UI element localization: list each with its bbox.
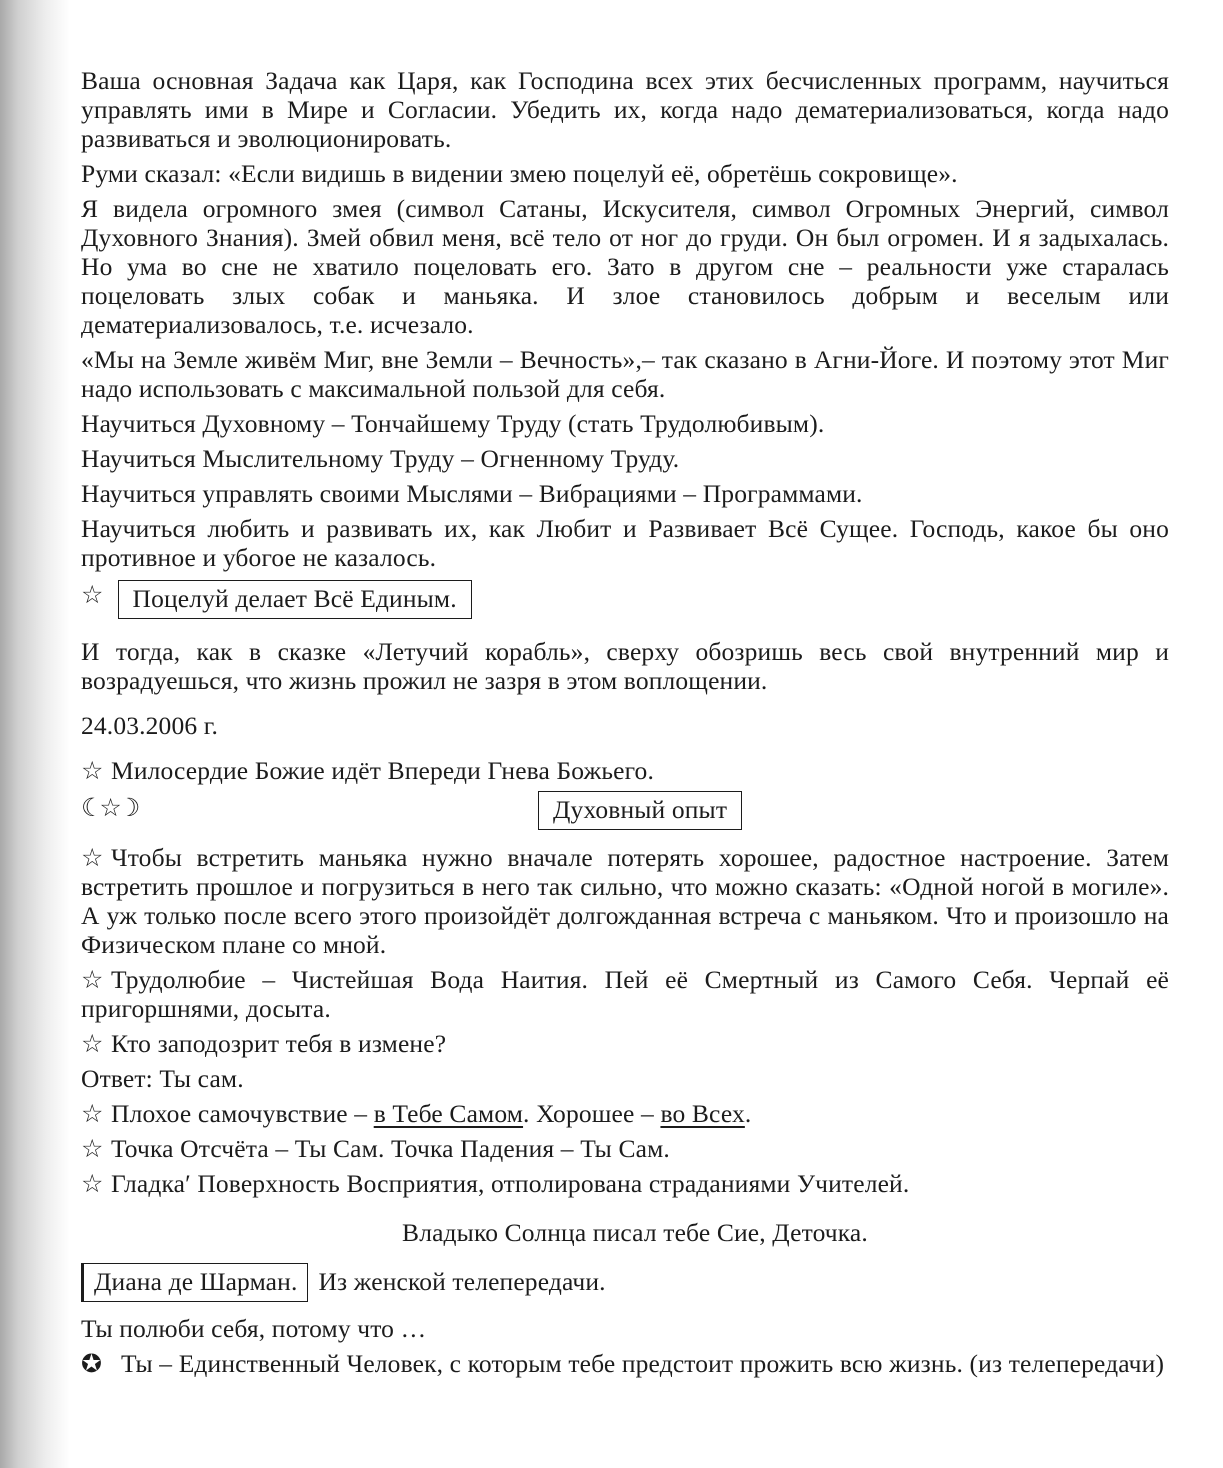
paragraph-maniac bbox=[81, 843, 1169, 959]
circled-star-icon: ✪ bbox=[81, 1349, 103, 1378]
feeling-text-c: . Хорошее – bbox=[523, 1099, 661, 1128]
kiss-row bbox=[81, 580, 1169, 619]
feeling-underlined-self: в Тебе Самом bbox=[373, 1099, 524, 1128]
paragraph-agni-yoga: «Мы на Земле живём Миг, вне Земли – Вечность»,– так сказано в Агни-Йоге. И поэтому этот Миг надо использовать с максимальной пользой для себя. bbox=[81, 345, 1169, 403]
paragraph-diligence bbox=[81, 965, 1169, 1023]
star-icon: ☆ bbox=[81, 1134, 104, 1163]
mercy-line bbox=[81, 756, 1169, 785]
paragraph-learn-spiritual: Научиться Духовному – Тончайшему Труду (стать Трудолюбивым). bbox=[81, 409, 825, 438]
paragraph-learn-love: Научиться любить и развивать их, как Любит и Развивает Всё Сущее. Господь, какое бы оно противное и убогое не казалось. bbox=[81, 514, 1169, 572]
paragraph-rumi: Руми сказал: «Если видишь в видении змею поцелуй её, обретёшь сокровище». bbox=[81, 159, 958, 188]
surface-text: Гладка′ Поверхность Восприятия, отполирована страданиями Учителей. bbox=[111, 1169, 910, 1198]
paragraph-surface bbox=[81, 1169, 1169, 1198]
maniac-text: Чтобы встретить маньяка нужно вначале потерять хорошее, радостное настроение. Затем встретить прошлое и погрузиться в него так сильно, что можно сказать: «Одной ногой в могиле». А уж только после всего этого произойдёт долгожданная встреча с маньяком. Что и произошло на Физическом плане со мной. bbox=[81, 843, 1169, 959]
moon-star-icon: ☾☆☽ bbox=[81, 793, 137, 822]
page-body bbox=[81, 66, 1169, 1384]
feeling-text-a: Плохое самочувствие – bbox=[111, 1099, 374, 1128]
paragraph-feeling bbox=[81, 1099, 1169, 1128]
paragraph-reference-point bbox=[81, 1134, 1169, 1163]
paragraph-only-person bbox=[81, 1349, 1169, 1378]
star-icon: ☆ bbox=[81, 756, 104, 785]
star-icon: ☆ bbox=[81, 1169, 104, 1198]
book-gutter-shadow bbox=[0, 0, 70, 1468]
star-icon: ☆ bbox=[81, 1029, 104, 1058]
paragraph-king-task: Ваша основная Задача как Царя, как Господина всех этих бесчисленных программ, научиться управлять ими в Мире и Согласии. Убедить их, когда надо дематериализоваться, когда надо развиваться и эволюционировать. bbox=[81, 66, 1169, 153]
star-icon: ☆ bbox=[81, 843, 104, 872]
paragraph-learn-mental: Научиться Мыслительному Труду – Огненному Труду. bbox=[81, 444, 680, 473]
paragraph-answer: Ответ: Ты сам. bbox=[81, 1064, 244, 1093]
diligence-text: Трудолюбие – Чистейшая Вода Наития. Пей её Смертный из Самого Себя. Черпай её пригоршнями, досыта. bbox=[81, 965, 1169, 1023]
only-person-text: Ты – Единственный Человек, с которым тебе предстоит прожить всю жизнь. (из телепередачи) bbox=[121, 1349, 1165, 1378]
feeling-underlined-all: во Всех bbox=[660, 1099, 745, 1128]
kiss-boxed-text: Поцелуй делает Всё Единым. bbox=[118, 580, 472, 619]
suspect-text: Кто заподозрит тебя в измене? bbox=[111, 1029, 447, 1058]
diana-boxed-name: Диана де Шарман. bbox=[81, 1263, 308, 1302]
paragraph-serpent: Я видела огромного змея (символ Сатаны, Искусителя, символ Огромных Энергий, символ Духовного Знания). Змей обвил меня, всё тело от ног до груди. Он был огромен. И я задыхалась. Но ума во сне не хватило поцеловать его. Зато в другом сне – реальности уже старалась поцеловать злых собак и маньяка. И злое становилось добрым и веселым или дематериализовалось, т.е. исчезало. bbox=[81, 194, 1169, 339]
paragraph-learn-thoughts: Научиться управлять своими Мыслями – Вибрациями – Программами. bbox=[81, 479, 863, 508]
section-heading-row bbox=[81, 791, 1169, 837]
reference-text: Точка Отсчёта – Ты Сам. Точка Падения – Ты Сам. bbox=[111, 1134, 670, 1163]
diana-row bbox=[81, 1263, 1169, 1302]
signature-line: Владыко Солнца писал тебе Сие, Деточка. bbox=[402, 1218, 868, 1247]
date-line: 24.03.2006 г. bbox=[81, 711, 219, 740]
star-icon: ☆ bbox=[81, 965, 104, 994]
paragraph-flying-ship: И тогда, как в сказке «Летучий корабль», сверху обозришь весь свой внутренний мир и возрадуешься, что жизнь прожил не зазря в этом воплощении. bbox=[81, 637, 1169, 695]
paragraph-love-yourself: Ты полюби себя, потому что … bbox=[81, 1314, 427, 1343]
star-icon: ☆ bbox=[81, 1099, 104, 1128]
feeling-text-e: . bbox=[744, 1099, 752, 1128]
section-title-spiritual-experience: Духовный опыт bbox=[538, 791, 742, 830]
paragraph-suspect bbox=[81, 1029, 1169, 1058]
star-icon: ☆ bbox=[81, 580, 104, 609]
mercy-text: Милосердие Божие идёт Впереди Гнева Божьего. bbox=[111, 756, 654, 785]
diana-source-text: Из женской телепередачи. bbox=[318, 1267, 606, 1296]
